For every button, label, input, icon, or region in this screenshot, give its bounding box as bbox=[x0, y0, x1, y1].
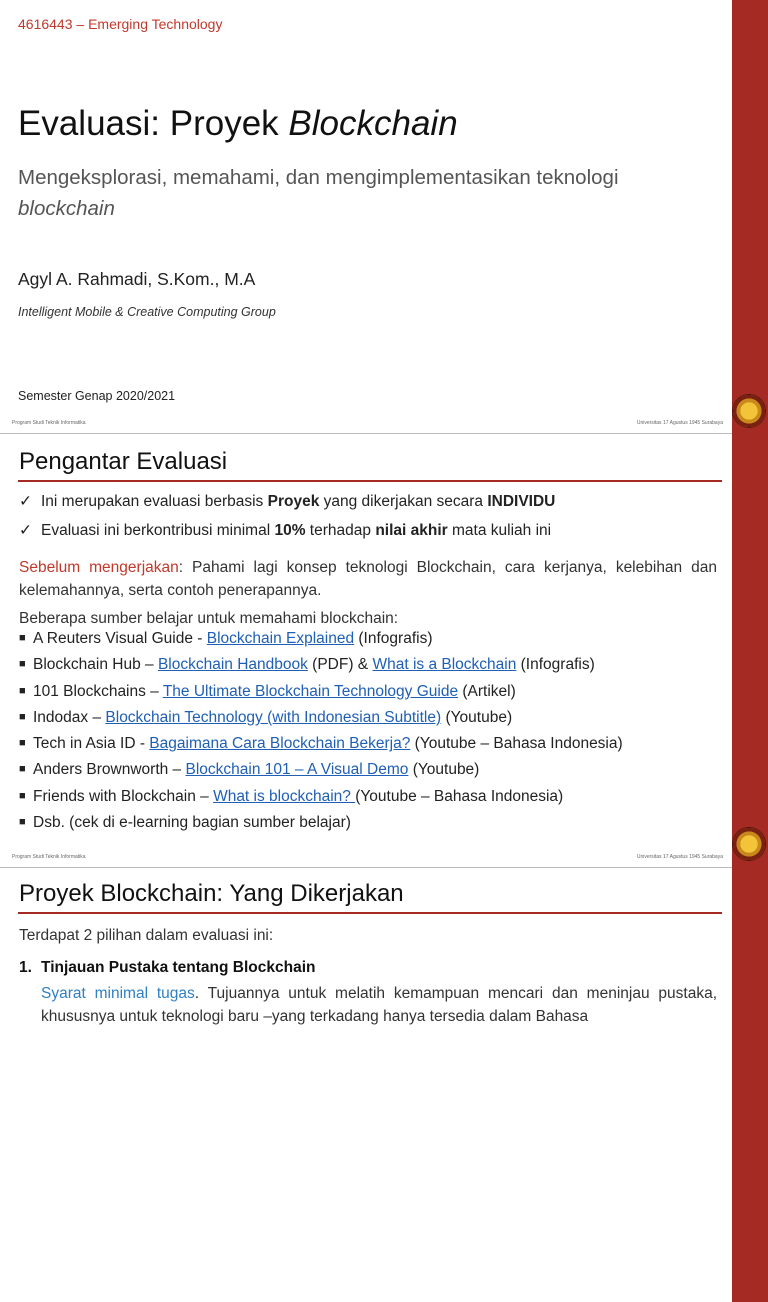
author-name: Agyl A. Rahmadi, S.Kom., M.A bbox=[18, 269, 256, 289]
source-link[interactable]: The Ultimate Blockchain Technology Guide bbox=[162, 682, 459, 700]
check-icon: ✓ bbox=[19, 493, 32, 510]
bullet-square-icon: ■ bbox=[19, 710, 26, 723]
bullet-square-icon: ■ bbox=[19, 816, 26, 829]
source-link[interactable]: What is a Blockchain bbox=[372, 656, 517, 674]
list-item: ■ Friends with Blockchain – What is blockchain? (Youtube – Bahasa Indonesia) bbox=[19, 787, 564, 805]
intro-slide bbox=[0, 434, 768, 868]
check-item: ✓ Evaluasi ini berkontribusi minimal 10% terhadap nilai akhir mata kuliah ini bbox=[19, 522, 552, 539]
checklist bbox=[19, 492, 555, 550]
bullet-square-icon: ■ bbox=[19, 658, 26, 671]
source-link[interactable]: What is blockchain? bbox=[213, 787, 356, 805]
list-item: ■ Tech in Asia ID - Bagaimana Cara Blockchain Bekerja? (Youtube – Bahasa Indonesia) bbox=[19, 735, 623, 753]
side-accent-bar bbox=[732, 0, 768, 434]
list-item: ■ Dsb. (cek di e-learning bagian sumber belajar) bbox=[19, 814, 351, 832]
side-accent-bar bbox=[732, 434, 768, 868]
university-seal-icon bbox=[732, 394, 766, 428]
title-slide bbox=[0, 0, 768, 434]
option-description: Syarat minimal tugas. Tujuannya untuk melatih kemampuan mencari dan meninjau pustaka, khususnya untuk teknologi baru –yang terkadang hanya tersedia dalam Bahasa bbox=[41, 985, 717, 1025]
source-list bbox=[19, 630, 623, 840]
heading-underline bbox=[18, 480, 722, 482]
slide-heading: Proyek Blockchain: Yang Dikerjakan bbox=[19, 880, 404, 907]
semester-label: Semester Genap 2020/2021 bbox=[18, 389, 176, 403]
source-link[interactable]: Blockchain Technology (with Indonesian Subtitle) bbox=[105, 708, 442, 726]
bullet-square-icon: ■ bbox=[19, 789, 26, 802]
bullet-square-icon: ■ bbox=[19, 737, 26, 750]
bullet-square-icon: ■ bbox=[19, 684, 26, 697]
check-item: ✓ Ini merupakan evaluasi berbasis Proyek yang dikerjakan secara INDIVIDU bbox=[19, 493, 556, 510]
before-label: Sebelum mengerjakan bbox=[19, 559, 179, 576]
footer-program: Program Studi Teknik Informatika bbox=[12, 854, 86, 860]
footer-program: Program Studi Teknik Informatika bbox=[12, 420, 86, 426]
slide-title: Evaluasi: Proyek Blockchain bbox=[18, 104, 458, 143]
source-link[interactable]: Blockchain 101 – A Visual Demo bbox=[185, 761, 409, 779]
footer-university: Universitas 17 Agustus 1945 Surabaya bbox=[636, 854, 723, 860]
slide-heading: Pengantar Evaluasi bbox=[19, 448, 228, 475]
course-label: 4616443 – Emerging Technology bbox=[18, 16, 223, 32]
list-item: ■ Indodax – Blockchain Technology (with Indonesian Subtitle) (Youtube) bbox=[19, 708, 513, 726]
university-seal-icon bbox=[732, 827, 766, 861]
source-link[interactable]: Blockchain Handbook bbox=[157, 656, 308, 674]
option-title: 1. Tinjauan Pustaka tentang Blockchain bbox=[19, 959, 316, 976]
list-item: ■ Anders Brownworth – Blockchain 101 – A Visual Demo (Youtube) bbox=[19, 761, 480, 779]
before-paragraph: Sebelum mengerjakan: Pahami lagi konsep teknologi Blockchain, cara kerjanya, kelebihan dan kelemahannya, serta contoh penerapannya. bbox=[19, 559, 718, 599]
source-link[interactable]: Blockchain Explained bbox=[206, 630, 355, 647]
footer-university: Universitas 17 Agustus 1945 Surabaya bbox=[636, 420, 723, 426]
options-intro: Terdapat 2 pilihan dalam evaluasi ini: bbox=[19, 927, 274, 944]
heading-underline bbox=[18, 912, 722, 914]
bullet-square-icon: ■ bbox=[19, 632, 26, 644]
check-icon: ✓ bbox=[19, 522, 32, 539]
source-link[interactable]: Bagaimana Cara Blockchain Bekerja? bbox=[149, 735, 411, 753]
project-slide bbox=[0, 868, 768, 1302]
list-item: ■ Blockchain Hub – Blockchain Handbook (PDF) & What is a Blockchain (Infografis) bbox=[19, 656, 595, 674]
bullet-square-icon: ■ bbox=[19, 763, 26, 776]
research-group: Intelligent Mobile & Creative Computing Group bbox=[18, 305, 276, 319]
requirements-link[interactable]: Syarat minimal tugas bbox=[41, 985, 195, 1002]
list-item: ■ A Reuters Visual Guide - Blockchain Explained (Infografis) bbox=[19, 630, 433, 647]
sources-intro: Beberapa sumber belajar untuk memahami blockchain: bbox=[19, 610, 399, 627]
side-accent-bar bbox=[732, 868, 768, 1302]
list-item: ■ 101 Blockchains – The Ultimate Blockchain Technology Guide (Artikel) bbox=[19, 682, 516, 700]
slide-subtitle: Mengeksplorasi, memahami, dan mengimplementasikan teknologi blockchain bbox=[18, 166, 619, 220]
